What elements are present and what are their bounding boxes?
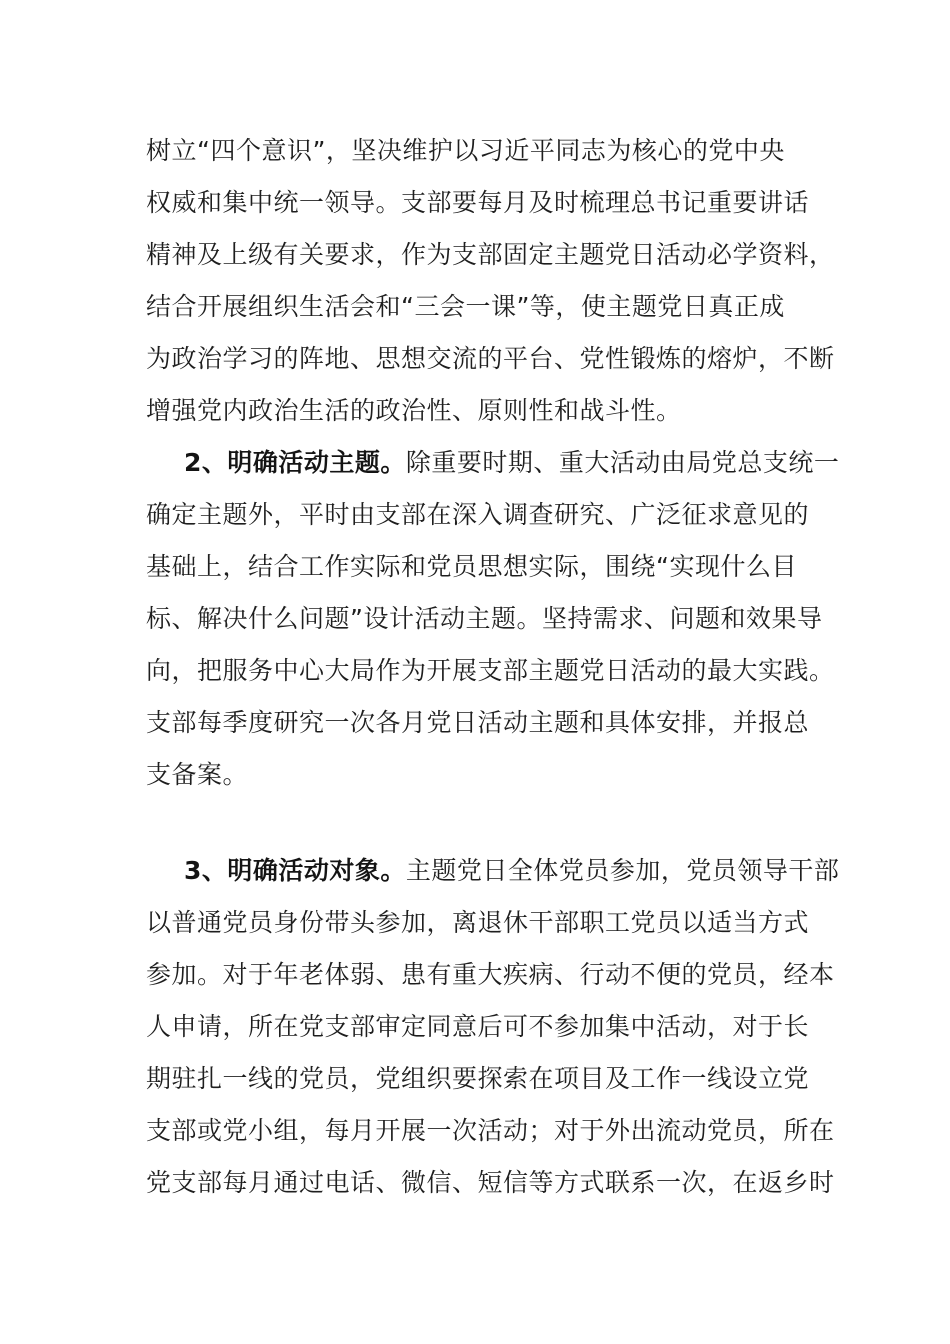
section-heading: 3、明确活动对象。 xyxy=(184,856,406,885)
text-line: 以普通党员身份带头参加，离退休干部职工党员以适当方式 xyxy=(146,908,810,937)
text-line: 支部或党小组，每月开展一次活动；对于外出流动党员，所在 xyxy=(146,1116,835,1145)
text-line: 向，把服务中心大局作为开展支部主题党日活动的最大实践。 xyxy=(146,656,835,685)
text-line: 精神及上级有关要求，作为支部固定主题党日活动必学资料， xyxy=(146,240,835,269)
text-line: 期驻扎一线的党员，党组织要探索在项目及工作一线设立党 xyxy=(146,1064,810,1093)
text-fragment: 除重要时期、重大活动由局党总支统一 xyxy=(405,448,840,477)
text-line: 权威和集中统一领导。支部要每月及时梳理总书记重要讲话 xyxy=(146,188,810,217)
text-line: 基础上，结合工作实际和党员思想实际，围绕“实现什么目 xyxy=(146,552,797,581)
text-line: 为政治学习的阵地、思想交流的平台、党性锻炼的熔炉，不断 xyxy=(146,344,835,373)
text-line: 标、解决什么问题”设计活动主题。坚持需求、问题和效果导 xyxy=(146,604,823,633)
text-line: 增强党内政治生活的政治性、原则性和战斗性。 xyxy=(146,396,682,425)
text-line: 参加。对于年老体弱、患有重大疾病、行动不便的党员，经本 xyxy=(146,960,835,989)
text-fragment: 主题党日全体党员参加，党员领导干部 xyxy=(405,856,840,885)
paragraph-activity-participants xyxy=(146,845,840,1209)
text-line xyxy=(146,845,840,897)
text-line: 党支部每月通过电话、微信、短信等方式联系一次，在返乡时 xyxy=(146,1168,835,1197)
text-line xyxy=(146,437,840,489)
paragraph-party-awareness xyxy=(146,125,835,437)
section-heading: 2、明确活动主题。 xyxy=(184,448,406,477)
text-line: 确定主题外，平时由支部在深入调查研究、广泛征求意见的 xyxy=(146,500,810,529)
text-line: 支部每季度研究一次各月党日活动主题和具体安排，并报总 xyxy=(146,708,810,737)
text-line: 结合开展组织生活会和“三会一课”等，使主题党日真正成 xyxy=(146,292,785,321)
paragraph-activity-theme xyxy=(146,437,840,801)
text-line: 支备案。 xyxy=(146,760,249,789)
text-line: 人申请，所在党支部审定同意后可不参加集中活动，对于长 xyxy=(146,1012,810,1041)
text-line: 树立“四个意识”，坚决维护以习近平同志为核心的党中央 xyxy=(146,136,785,165)
